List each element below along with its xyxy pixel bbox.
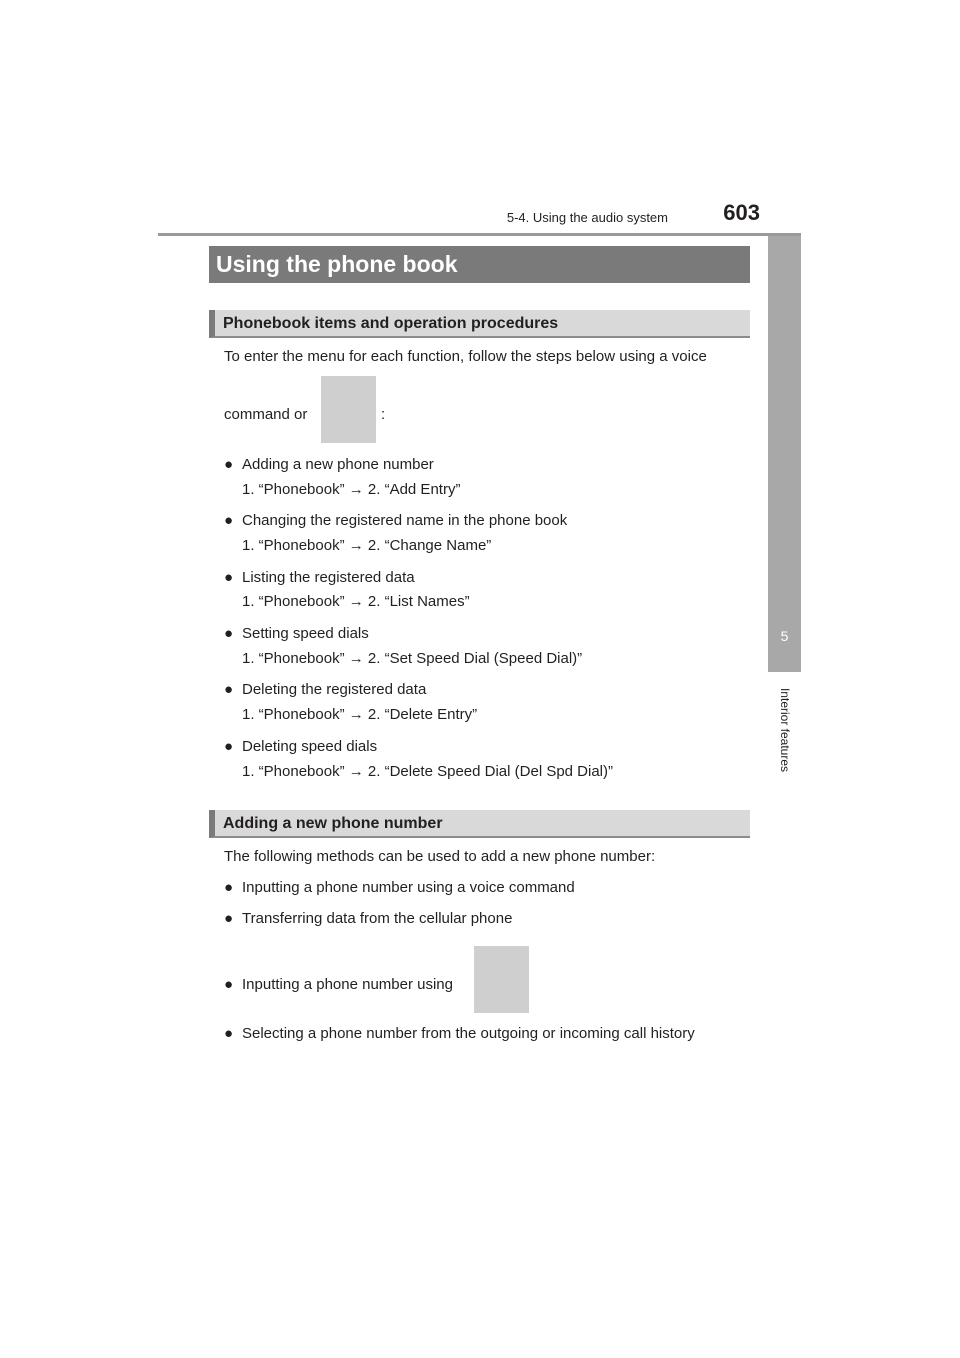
- list-item-steps: 1. “Phonebook” → 2. “Delete Entry”: [242, 706, 478, 723]
- list-item-text: Inputting a phone number using a voice command: [242, 879, 575, 896]
- bullet-icon: ●: [224, 1025, 234, 1042]
- page-number: 603: [723, 200, 760, 225]
- bullet-icon: ●: [224, 879, 234, 896]
- phone-button-icon: [321, 376, 376, 443]
- chapter-number: 5: [780, 628, 789, 644]
- list-item-steps: 1. “Phonebook” → 2. “Delete Speed Dial (Del Spd Dial)”: [242, 763, 614, 780]
- list-item-title: Deleting speed dials: [242, 738, 378, 755]
- intro-text-line1: To enter the menu for each function, follow the steps below using a voice: [224, 348, 707, 365]
- chapter-side-tab: [768, 236, 801, 672]
- list-item-title: Setting speed dials: [242, 625, 369, 642]
- bullet-icon: ●: [224, 738, 234, 755]
- bullet-icon: ●: [224, 976, 234, 993]
- running-header-section: 5-4. Using the audio system: [506, 210, 668, 225]
- bullet-icon: ●: [224, 569, 234, 586]
- page-title: Using the phone book: [209, 246, 750, 283]
- list-item-steps: 1. “Phonebook” → 2. “Change Name”: [242, 537, 492, 554]
- bullet-icon: ●: [224, 456, 234, 473]
- list-item-title: Changing the registered name in the phone book: [242, 512, 568, 529]
- list-item-steps: 1. “Phonebook” → 2. “Set Speed Dial (Speed Dial)”: [242, 650, 583, 667]
- list-item-text: Selecting a phone number from the outgoing or incoming call history: [242, 1025, 695, 1042]
- phone-button-icon: [474, 946, 529, 1013]
- section-heading-adding-number: Adding a new phone number: [209, 810, 750, 838]
- list-item-title: Adding a new phone number: [242, 456, 434, 473]
- list-item-text: Transferring data from the cellular phone: [242, 910, 513, 927]
- list-item-text: Inputting a phone number using: [242, 976, 453, 993]
- list-item-title: Listing the registered data: [242, 569, 415, 586]
- bullet-icon: ●: [224, 625, 234, 642]
- bullet-icon: ●: [224, 512, 234, 529]
- chapter-label: Interior features: [778, 687, 792, 773]
- header-rule: [158, 233, 801, 236]
- section-heading-phonebook-items: Phonebook items and operation procedures: [209, 310, 750, 338]
- bullet-icon: ●: [224, 681, 234, 698]
- section2-intro: The following methods can be used to add a new phone number:: [224, 848, 656, 865]
- intro-colon: :: [381, 406, 386, 423]
- list-item-steps: 1. “Phonebook” → 2. “Add Entry”: [242, 481, 461, 498]
- list-item-title: Deleting the registered data: [242, 681, 427, 698]
- list-item-steps: 1. “Phonebook” → 2. “List Names”: [242, 593, 470, 610]
- intro-text-line2: command or: [224, 406, 308, 423]
- bullet-icon: ●: [224, 910, 234, 927]
